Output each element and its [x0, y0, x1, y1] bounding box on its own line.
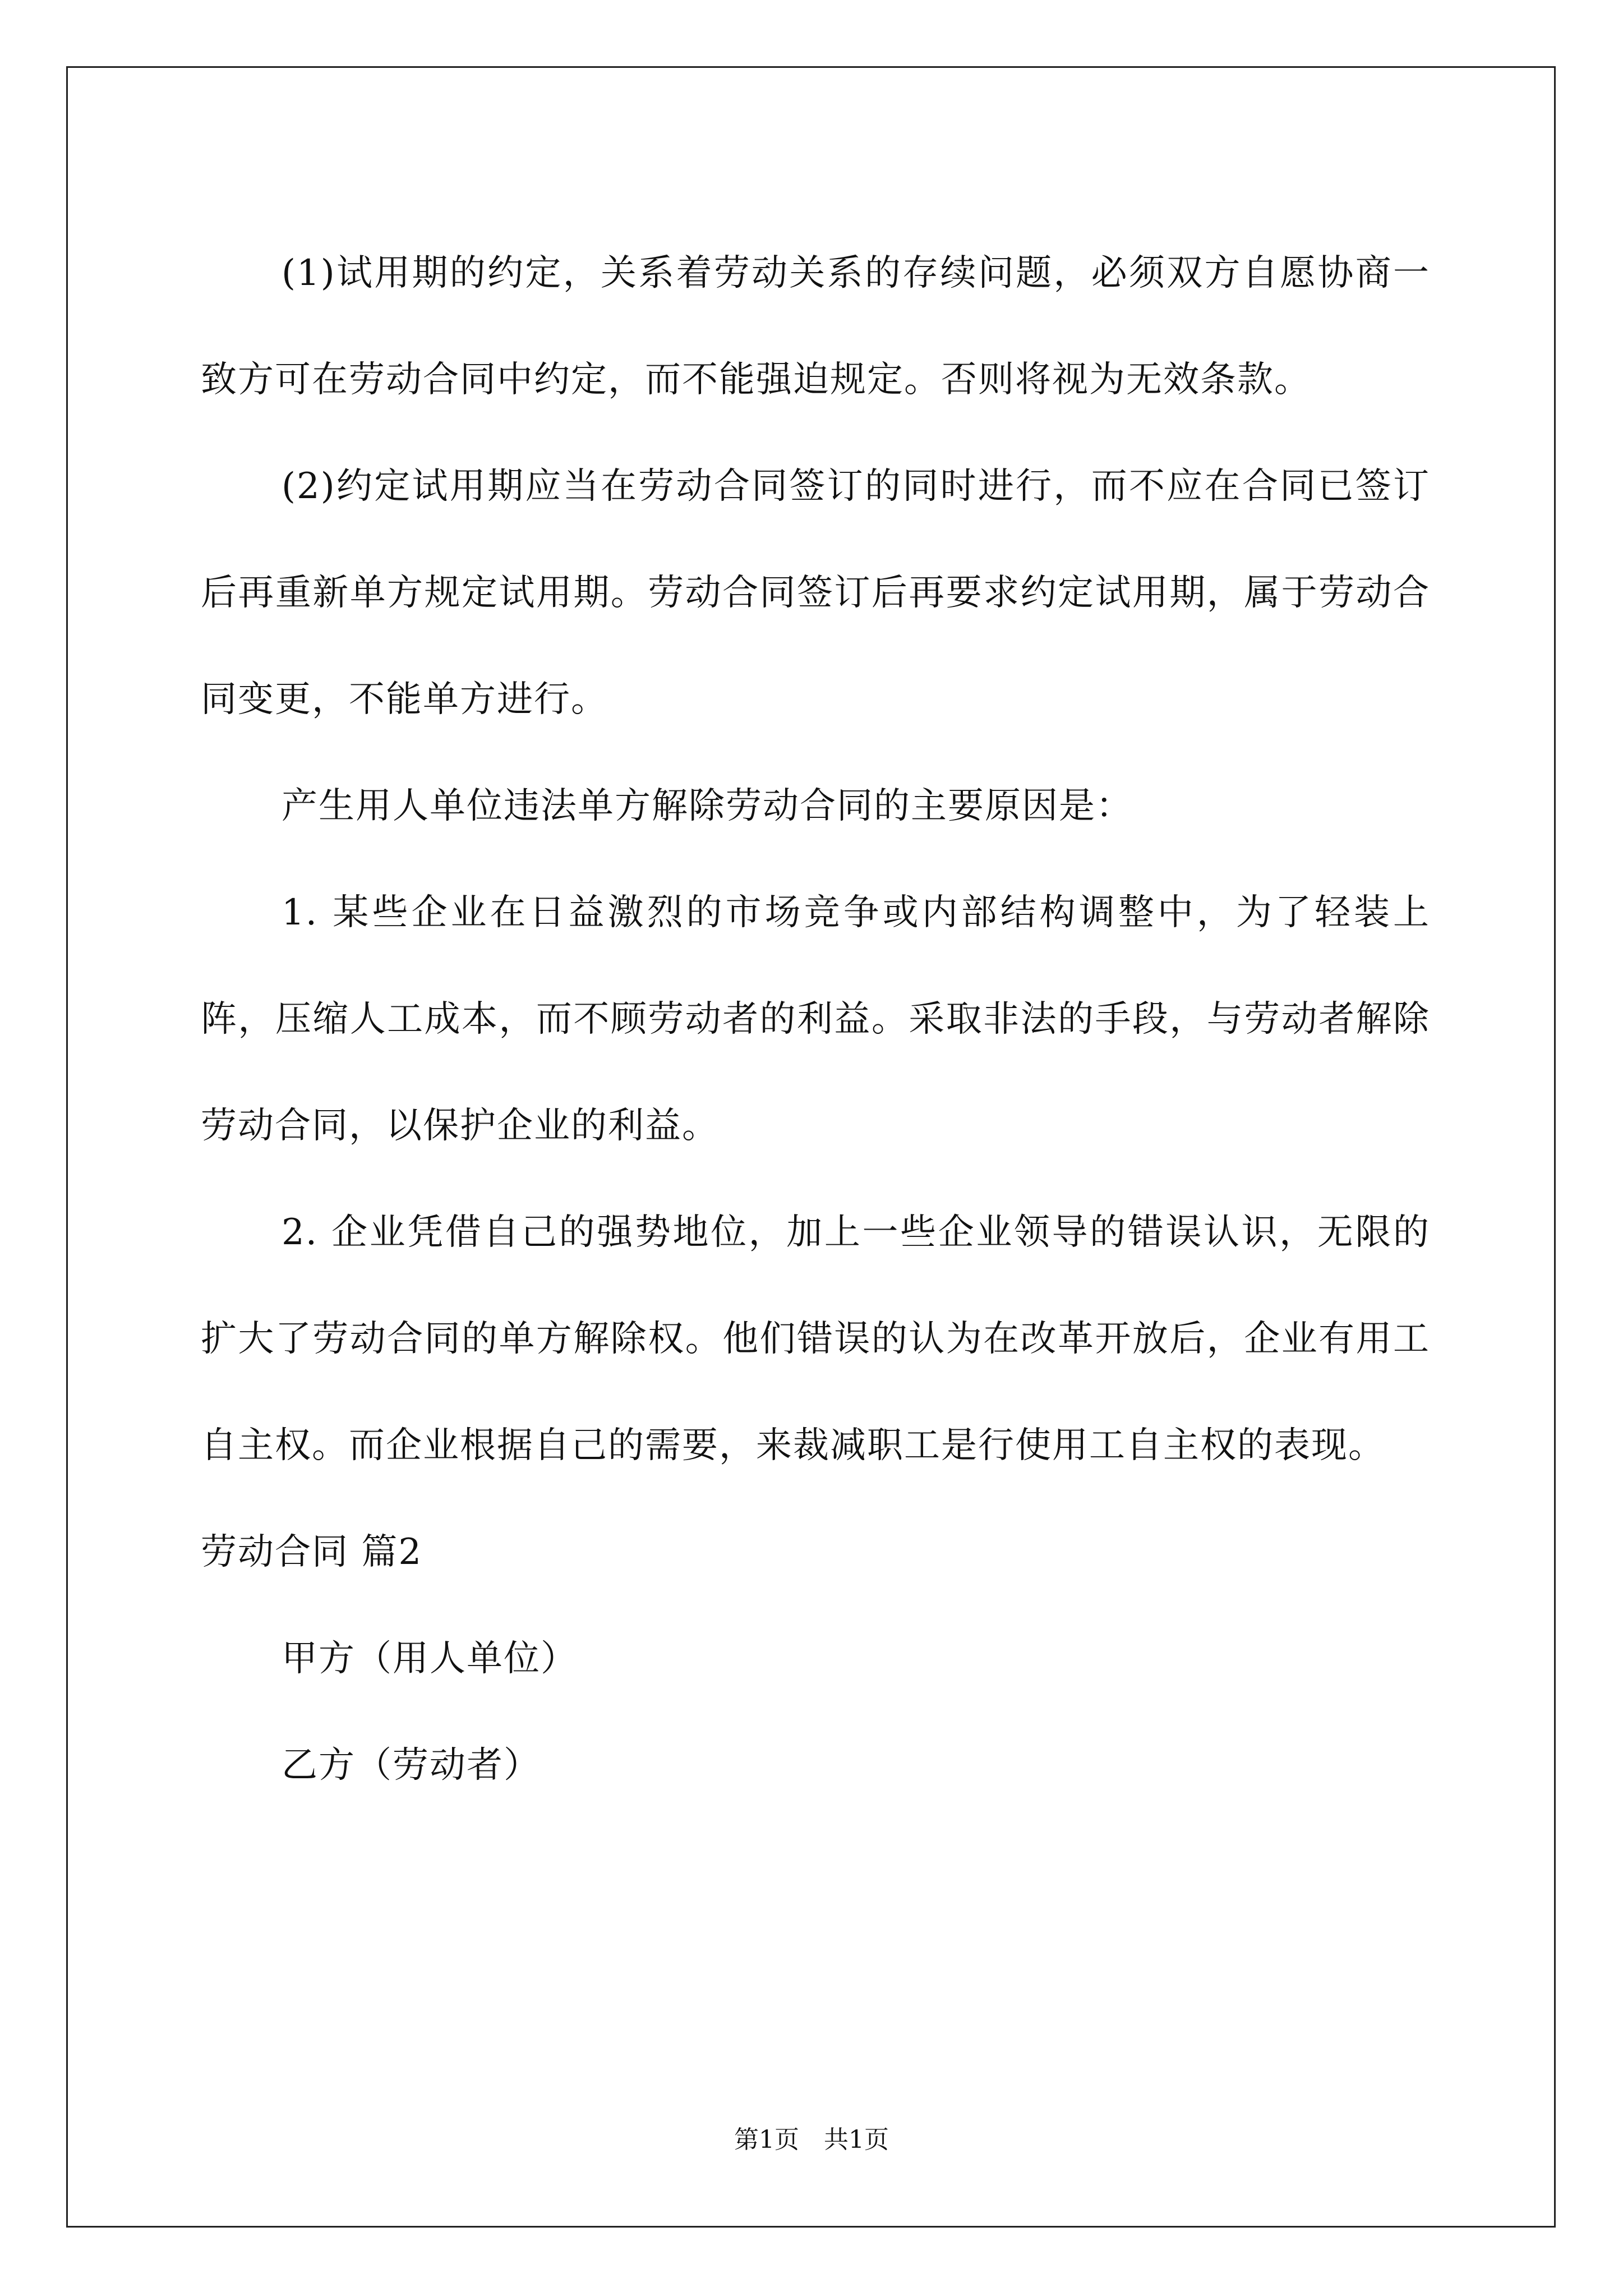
party-b-label: 乙方（劳动者）	[282, 1745, 541, 1786]
section-heading: 劳动合同 篇2	[201, 1531, 423, 1573]
paragraph-causes-intro: 产生用人单位违法单方解除劳动合同的主要原因是：	[282, 785, 1133, 827]
page-footer: 第1页 共1页	[734, 2125, 889, 2154]
paragraph-probation-1: (1)试用期的约定，关系着劳动关系的存续问题，必须双方自愿协商一致方可在劳动合同中约定，而不能强迫规定。否则将视为无效条款。	[201, 252, 1430, 401]
paragraph-probation-2: (2)约定试用期应当在劳动合同签订的同时进行，而不应在合同已签订后再重新单方规定试用期。劳动合同签订后再要求约定试用期，属于劳动合同变更，不能单方进行。	[201, 466, 1430, 720]
party-a-label: 甲方（用人单位）	[282, 1638, 578, 1680]
paragraph-cause-2: 2. 企业凭借自己的强势地位，加上一些企业领导的错误认识，无限的扩大了劳动合同的单方解除权。他们错误的认为在改革开放后，企业有用工自主权。而企业根据自己的需要，来裁减职工是行使用工自主权的表现。	[201, 1212, 1430, 1466]
document-body	[201, 220, 1430, 1819]
paragraph-cause-1: 1. 某些企业在日益激烈的市场竞争或内部结构调整中，为了轻装上阵，压缩人工成本，而不顾劳动者的利益。采取非法的手段，与劳动者解除劳动合同，以保护企业的利益。	[201, 892, 1430, 1147]
